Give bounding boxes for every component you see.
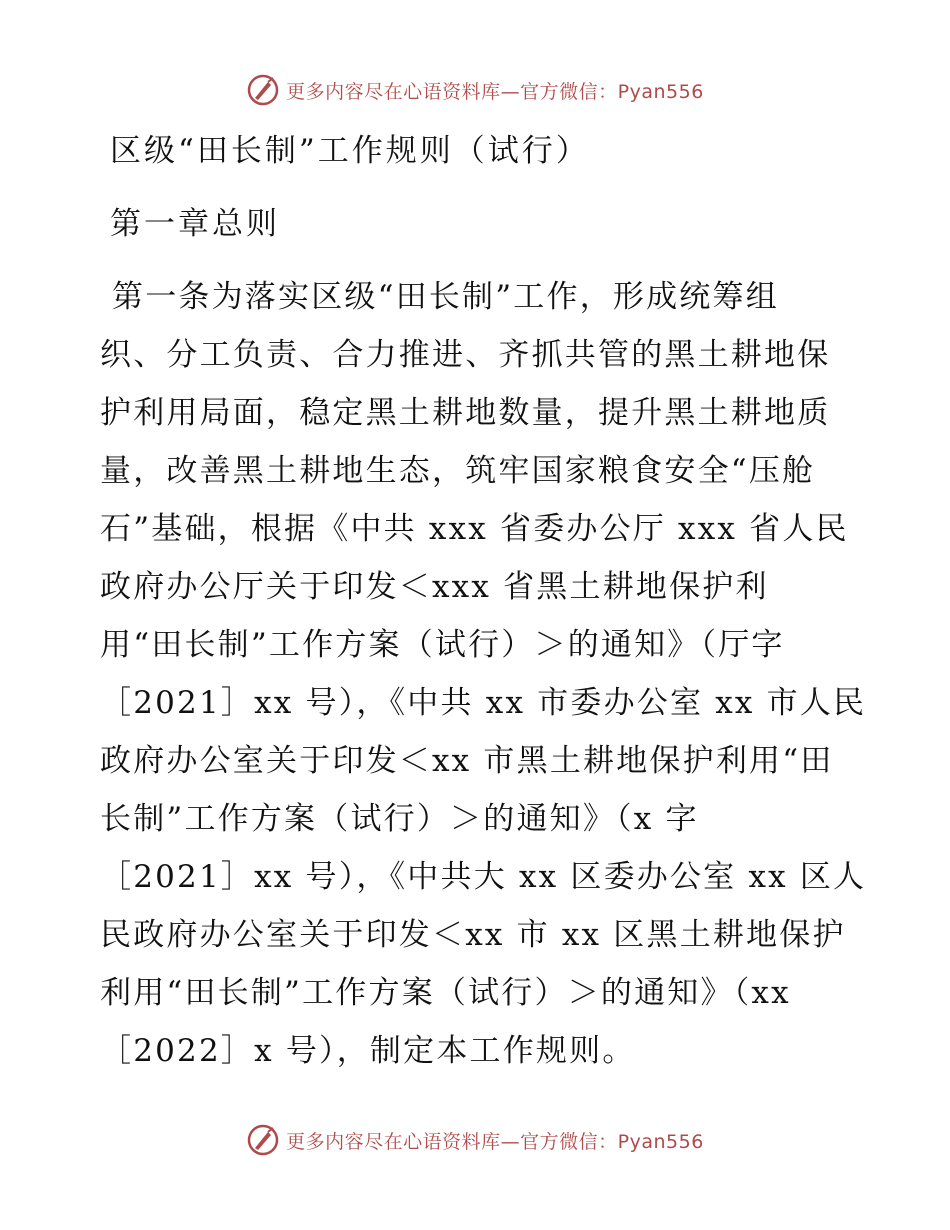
paragraph-line: ［2021］xx 号），《中共 xx 市委办公室 xx 市人民 <box>100 685 867 721</box>
paragraph-line: 护利用局面，稳定黑土耕地数量，提升黑土耕地质 <box>100 395 831 431</box>
paragraph-line: 利用“田长制”工作方案（试行）＞的通知》（xx <box>100 975 791 1011</box>
quill-pen-logo-icon <box>246 1123 280 1157</box>
paragraph-line: 政府办公室关于印发＜xx 市黑土耕地保护利用“田 <box>100 743 834 779</box>
paragraph-line: 第一条为落实区级“田长制”工作，形成统筹组 <box>112 279 779 315</box>
watermark-text: 更多内容尽在心语资料库—官方微信：Pyan556 <box>286 80 704 103</box>
watermark-header <box>0 70 950 110</box>
paragraph-line: 长制”工作方案（试行）＞的通知》（x 字 <box>100 801 699 837</box>
paragraph-line: 民政府办公室关于印发＜xx 市 xx 区黑土耕地保护 <box>100 917 846 953</box>
paragraph-line: 政府办公厅关于印发＜xxx 省黑土耕地保护利 <box>100 569 769 605</box>
article-paragraph <box>100 268 867 1080</box>
paragraph-line: ［2022］x 号），制定本工作规则。 <box>100 1033 636 1069</box>
quill-pen-logo-icon <box>246 73 280 107</box>
chapter-heading: 第一章总则 <box>110 206 280 242</box>
watermark-text: 更多内容尽在心语资料库—官方微信：Pyan556 <box>286 1130 704 1153</box>
paragraph-line: 石”基础，根据《中共 xxx 省委办公厅 xxx 省人民 <box>100 511 849 547</box>
paragraph-line: 量，改善黑土耕地生态，筑牢国家粮食安全“压舱 <box>100 453 816 489</box>
watermark-footer <box>0 1120 950 1160</box>
paragraph-line: ［2021］xx 号），《中共大 xx 区委办公室 xx 区人 <box>100 859 867 895</box>
document-title: 区级“田长制”工作规则（试行） <box>110 133 590 169</box>
paragraph-line: 织、分工负责、合力推进、齐抓共管的黑土耕地保 <box>100 337 831 373</box>
paragraph-line: 用“田长制”工作方案（试行）＞的通知》（厅字 <box>100 627 785 663</box>
